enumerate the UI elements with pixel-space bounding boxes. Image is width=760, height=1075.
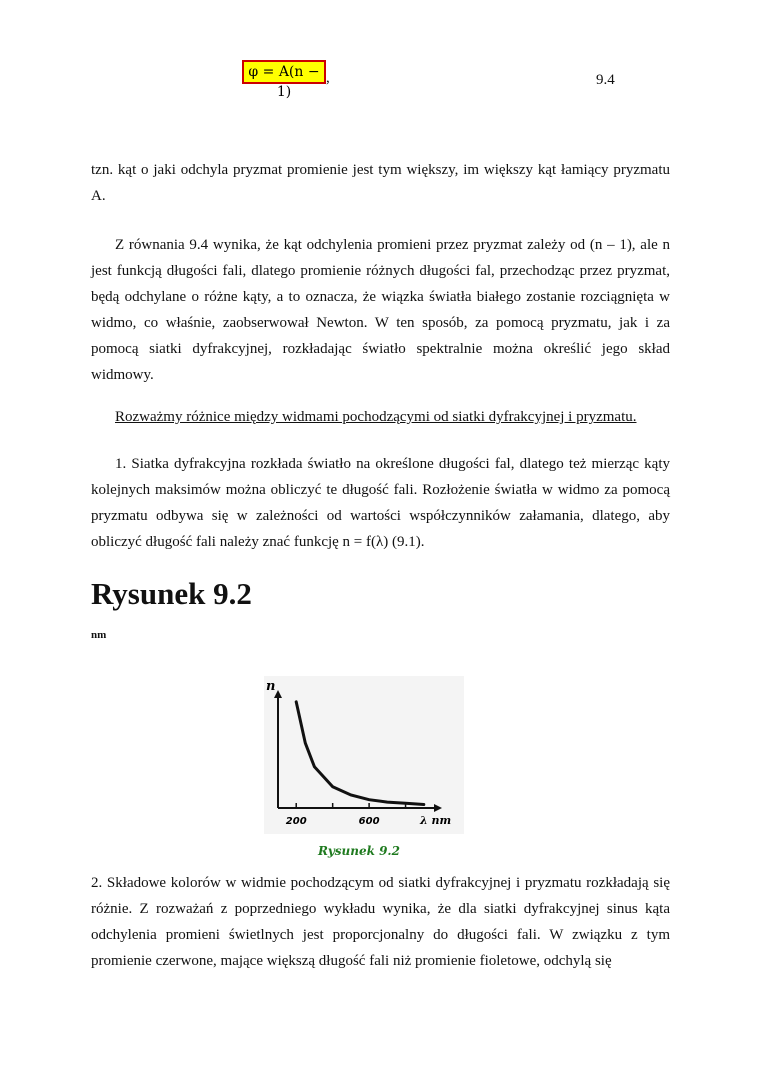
dispersion-chart xyxy=(264,676,464,834)
paragraph-3: 1. Siatka dyfrakcyjna rozkłada światło na określone długości fal, dlatego też mierząc kąty kolejnych maksimów można obliczyć te długość fali. Rozłożenie światła w widmo za pomocą pryzmatu odbywa się w zależności od wartości współczynników załamania, dlatego, aby obliczyć długość fali należy znać funkcję n = f(λ) (9.1). xyxy=(91,456,670,550)
underlined-comparison-line: Rozważmy różnice między widmami pochodzącymi od siatki dyfrakcyjnej i pryzmatu. xyxy=(115,409,637,425)
figure-caption: Rysunek 9.2 xyxy=(318,844,400,858)
figure-heading: Rysunek 9.2 xyxy=(91,576,252,611)
formula-box xyxy=(242,60,326,100)
x-tick-label-600: 600 xyxy=(358,816,380,827)
formula-text: φ = A(n − 1) xyxy=(248,64,320,100)
paragraph-2: Z równania 9.4 wynika, że kąt odchylenia promieni przez pryzmat zależy od (n – 1), ale n jest funkcją długości fali, dlatego promienie różnych długości fal, przechodząc przez pryzmat, będą odchylane o różne kąty, a to oznacza, że wiązka światła białego zostanie rozciągnięta w widmo, co właśnie, zaobserwował Newton. W ten sposób, za pomocą pryzmatu, jak i za pomocą siatki dyfrakcyjnej, rozkładając światło spektralnie można określić jego skład widmowy. xyxy=(91,237,670,383)
paragraph-1: tzn. kąt o jaki odchyla pryzmat promienie jest tym większy, im większy kąt łamiący pryzmatu A. xyxy=(91,162,670,204)
x-tick-label-200: 200 xyxy=(285,816,307,827)
equation-number: 9.4 xyxy=(596,72,615,88)
y-axis-label: n xyxy=(266,679,276,694)
paragraph-4: 2. Składowe kolorów w widmie pochodzącym od siatki dyfrakcyjnej i pryzmatu rozkładają się różnie. Z rozważań z poprzedniego wykładu wynika, że dla siatki dyfrakcyjnej sinus kąta odchylenia promieni świetlnych jest proporcjonalny do długości fali. W związku z tym promienie czerwone, mające większą długość fali niż promienie fioletowe, odchylą się xyxy=(91,875,670,969)
unit-note: nm xyxy=(91,629,107,641)
x-axis-label: λ nm xyxy=(420,814,452,827)
formula-comma: , xyxy=(326,70,330,86)
